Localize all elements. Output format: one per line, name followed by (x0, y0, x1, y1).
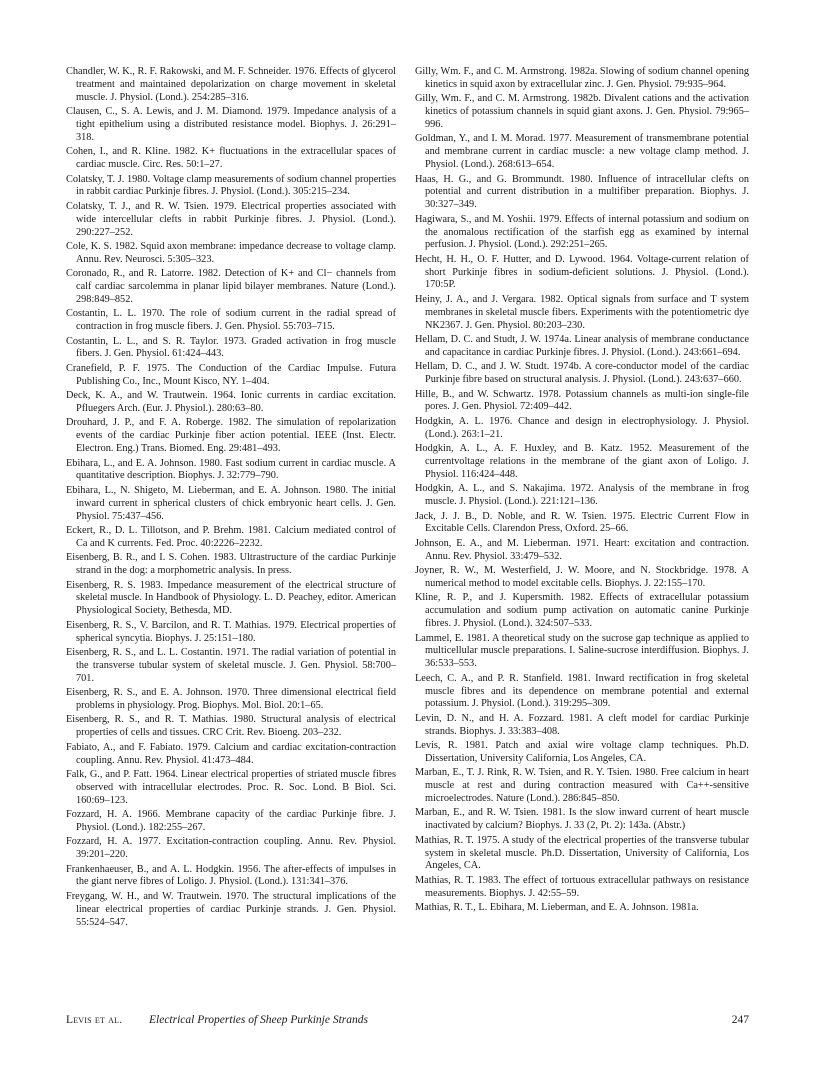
reference-entry: Hellam, D. C., and J. W. Studt. 1974b. A core-conductor model of the cardiac Purkinje fibre based on structural analysis. J. Physiol. (Lond.). 243:637–660. (415, 361, 749, 386)
reference-entry: Joyner, R. W., M. Westerfield, J. W. Moore, and N. Stockbridge. 1978. A numerical method to model excitable cells. Biophys. J. 22:155–170. (415, 565, 749, 589)
reference-entry: Eisenberg, R. S. 1983. Impedance measurement of the electrical structure of skeletal muscle. In Handbook of Physiology. L. D. Peachey, editor. American Physiological Society, Bethesda, MD. (66, 579, 396, 617)
reference-entry: Eisenberg, R. S., and L. L. Costantin. 1971. The radial variation of potential in the transverse tubular system of skeletal muscle. J. Gen. Physiol. 58:700–701. (66, 646, 396, 684)
reference-entry: Gilly, Wm. F., and C. M. Armstrong. 1982a. Slowing of sodium channel opening kinetics in squid axon by extracellular zinc. J. Gen. Physiol. 79:935–964. (415, 66, 749, 90)
page-number: 247 (731, 1014, 749, 1026)
reference-entry: Mathias, R. T. 1975. A study of the electrical properties of the transverse tubular system in skeletal muscle. Ph.D. Dissertation, University of California, Los Angeles, CA. (415, 834, 749, 872)
reference-entry: Frankenhaeuser, B., and A. L. Hodgkin. 1956. The after-effects of impulses in the giant nerve fibres of Loligo. J. Physiol. (Lond.). 131:341–376. (66, 863, 396, 888)
reference-entry: Cranefield, P. F. 1975. The Conduction of the Cardiac Impulse. Futura Publishing Co., Inc., Mount Kisco, NY. 1–404. (66, 362, 396, 387)
reference-entry: Eisenberg, R. S., and E. A. Johnson. 1970. Three dimensional electrical field problems in physiology. Prog. Biophys. Mol. Biol. 20:1–65. (66, 687, 396, 711)
reference-entry: Hille, B., and W. Schwartz. 1978. Potassium channels as multi-ion single-file pores. J. Gen. Physiol. 72:409–442. (415, 388, 749, 413)
reference-entry: Costantin, L. L., and S. R. Taylor. 1973. Graded activation in frog muscle fibers. J. Gen. Physiol. 61:424–443. (66, 335, 396, 360)
reference-entry: Ebihara, L., and E. A. Johnson. 1980. Fast sodium current in cardiac muscle. A quantitative description. Biophys. J. 32:779–790. (66, 457, 396, 482)
reference-entry: Jack, J. J. B., D. Noble, and R. W. Tsien. 1975. Electric Current Flow in Excitable Cells. Clarendon Press, Oxford. 25–66. (415, 510, 749, 535)
reference-entry: Chandler, W. K., R. F. Rakowski, and M. F. Schneider. 1976. Effects of glycerol treatment and maintained depolarization on charge movement in skeletal muscle. J. Physiol. (Lond.). 254:285–316. (66, 66, 396, 103)
reference-entry: Levis, R. 1981. Patch and axial wire voltage clamp techniques. Ph.D. Dissertation, University California, Los Angeles, CA. (415, 740, 749, 764)
reference-entry: Kline, R. P., and J. Kupersmith. 1982. Effects of extracellular potassium accumulation and sodium pump activation on automatic canine Purkinje fibres. J. Physiol. (Lond.). 324:507–533. (415, 592, 749, 630)
reference-entry: Hellam, D. C. and Studt, J. W. 1974a. Linear analysis of membrane conductance and capacitance in cardiac Purkinje fibres. J. Physiol. (Lond.). 243:661–694. (415, 334, 749, 358)
reference-entry: Marban, E., T. J. Rink, R. W. Tsien, and R. Y. Tsien. 1980. Free calcium in heart muscle at rest and during contraction measured with Ca++-sensitive microelectrodes. Nature (Lond.). 286:845–850. (415, 767, 749, 805)
reference-entry: Mathias, R. T. 1983. The effect of tortuous extracellular pathways on resistance measurements. Biophys. J. 42:55–59. (415, 874, 749, 899)
reference-entry: Johnson, E. A., and M. Lieberman. 1971. Heart: excitation and contraction. Annu. Rev. Physiol. 33:479–532. (415, 537, 749, 562)
reference-entry: Cohen, I., and R. Kline. 1982. K+ fluctuations in the extracellular spaces of cardiac muscle. Circ. Res. 50:1–27. (66, 146, 396, 171)
reference-list-right (415, 66, 749, 917)
reference-entry: Fozzard, H. A. 1966. Membrane capacity of the cardiac Purkinje fibre. J. Physiol. (Lond.). 182:255–267. (66, 809, 396, 833)
page-footer (66, 1014, 749, 1030)
reference-entry: Fozzard, H. A. 1977. Excitation-contraction coupling. Annu. Rev. Physiol. 39:201–220. (66, 836, 396, 861)
reference-entry: Hodgkin, A. L. 1976. Chance and design in electrophysiology. J. Physiol. (Lond.). 263:1–21. (415, 415, 749, 440)
reference-entry: Hagiwara, S., and M. Yoshii. 1979. Effects of internal potassium and sodium on the anomalous rectification of the starfish egg as examined by internal perfusion. J. Physiol. (Lond.). 292:251–265. (415, 213, 749, 251)
reference-entry: Leech, C. A., and P. R. Stanfield. 1981. Inward rectification in frog skeletal muscle fibres and its dependence on membrane potential and external potassium. J. Physiol. (Lond.). 319:295–309. (415, 672, 749, 710)
reference-entry: Costantin, L. L. 1970. The role of sodium current in the radial spread of contraction in frog muscle fibers. J. Gen. Physiol. 55:703–715. (66, 308, 396, 333)
reference-entry: Gilly, Wm. F., and C. M. Armstrong. 1982b. Divalent cations and the activation kinetics of potassium channels in squid giant axons. J. Gen. Physiol. 79:965–996. (415, 93, 749, 130)
reference-entry: Heiny, J. A., and J. Vergara. 1982. Optical signals from surface and T system membranes in skeletal muscle fibers. Experiments with the potentiometric dye NK2367. J. Gen. Physiol. 80:203–230. (415, 293, 749, 331)
reference-entry: Eisenberg, R. S., V. Barcilon, and R. T. Mathias. 1979. Electrical properties of spherical syncytia. Biophys. J. 25:151–180. (66, 619, 396, 644)
reference-entry: Colatsky, T. J. 1980. Voltage clamp measurements of sodium channel properties in rabbit cardiac Purkinje fibres. J. Physiol. (Lond.). 305:215–234. (66, 173, 396, 198)
reference-entry: Hecht, H. H., O. F. Hutter, and D. Lywood. 1964. Voltage-current relation of short Purkinje fibres in sodium-deficient solutions. J. Physiol. (Lond.). 170:5P. (415, 253, 749, 291)
reference-entry: Hodgkin, A. L., A. F. Huxley, and B. Katz. 1952. Measurement of the currentvoltage relations in the membrane of the giant axon of Loligo. J. Physiol. 116:424–448. (415, 443, 749, 480)
reference-entry: Coronado, R., and R. Latorre. 1982. Detection of K+ and Cl− channels from calf cardiac sarcolemma in planar lipid bilayer membranes. Nature (Lond.). 298:849–852. (66, 268, 396, 305)
reference-entry: Eckert, R., D. L. Tillotson, and P. Brehm. 1981. Calcium mediated control of Ca and K currents. Fed. Proc. 40:2226–2232. (66, 525, 396, 549)
reference-entry: Eisenberg, R. S., and R. T. Mathias. 1980. Structural analysis of electrical properties of cells and tissues. CRC Crit. Rev. Bioeng. 203–232. (66, 714, 396, 739)
reference-entry: Clausen, C., S. A. Lewis, and J. M. Diamond. 1979. Impedance analysis of a tight epithelium using a distributed resistance model. Biophys. J. 26:291–318. (66, 106, 396, 143)
reference-entry: Mathias, R. T., L. Ebihara, M. Lieberman, and E. A. Johnson. 1981a. (415, 902, 699, 914)
running-head-title: Electrical Properties of Sheep Purkinje Strands (149, 1014, 368, 1026)
reference-entry: Ebihara, L., N. Shigeto, M. Lieberman, and E. A. Johnson. 1980. The initial inward current in spherical clusters of chick embryonic heart cells. J. Gen. Physiol. 75:437–456. (66, 484, 396, 522)
reference-entry: Goldman, Y., and I. M. Morad. 1977. Measurement of transmembrane potential and membrane current in cardiac muscle: a new voltage clamp method. J. Physiol. (Lond.). 268:613–654. (415, 133, 749, 171)
reference-entry: Haas, H. G., and G. Brommundt. 1980. Influence of intracellular clefts on potential and current distribution in a multifiber preparation. Biophys. J. 30:327–349. (415, 173, 749, 211)
reference-entry: Falk, G., and P. Fatt. 1964. Linear electrical properties of striated muscle fibres observed with intracellular electrodes. Proc. R. Soc. Lond. B Biol. Sci. 160:69–123. (66, 768, 396, 806)
reference-entry: Hodgkin, A. L., and S. Nakajima. 1972. Analysis of the membrane in frog muscle. J. Physiol. (Lond.). 221:121–136. (415, 483, 749, 508)
reference-list-left (66, 66, 396, 931)
reference-entry: Colatsky, T. J., and R. W. Tsien. 1979. Electrical properties associated with wide intercellular clefts in rabbit Purkinje fibres. J. Physiol. (Lond.). 290:227–252. (66, 200, 396, 238)
reference-entry: Marban, E., and R. W. Tsien. 1981. Is the slow inward current of heart muscle inactivated by calcium? Biophys. J. 33 (2, Pt. 2): 143a. (Abstr.) (415, 807, 749, 832)
reference-entry: Lammel, E. 1981. A theoretical study on the sucrose gap technique as applied to multicellular muscle preparations. I. Saline-sucrose interdiffusion. Biophys. J. 36:533–553. (415, 632, 749, 670)
reference-entry: Levin, D. N., and H. A. Fozzard. 1981. A cleft model for cardiac Purkinje strands. Biophys. J. 33:383–408. (415, 712, 749, 737)
reference-entry: Freygang, W. H., and W. Trautwein. 1970. The structural implications of the linear electrical properties of cardiac Purkinje strands. J. Gen. Physiol. 55:524–547. (66, 890, 396, 928)
reference-entry: Drouhard, J. P., and F. A. Roberge. 1982. The simulation of repolarization events of the cardiac Purkinje fiber action potential. IEEE (Inst. Electr. Electron. Eng.) Trans. Biomed. Eng. 29:481–493. (66, 417, 396, 455)
reference-entry: Cole, K. S. 1982. Squid axon membrane: impedance decrease to voltage clamp. Annu. Rev. Neurosci. 5:305–323. (66, 240, 396, 265)
running-head-authors: Levis et al. (66, 1014, 123, 1026)
reference-entry: Deck, K. A., and W. Trautwein. 1964. Ionic currents in cardiac excitation. Pfluegers Arch. (Eur. J. Physiol.). 280:63–80. (66, 390, 396, 415)
reference-entry: Eisenberg, B. R., and I. S. Cohen. 1983. Ultrastructure of the cardiac Purkinje strand in the dog: a morphometric analysis. In press. (66, 552, 396, 577)
reference-entry: Fabiato, A., and F. Fabiato. 1979. Calcium and cardiac excitation-contraction coupling. Annu. Rev. Physiol. 41:473–484. (66, 741, 396, 766)
